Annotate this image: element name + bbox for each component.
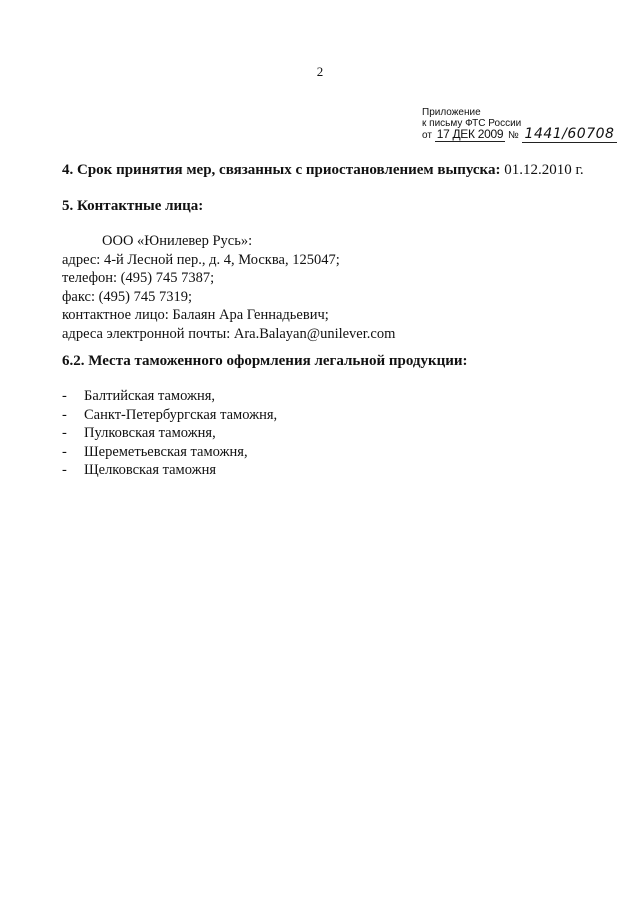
annex-letter-ref: к письму ФТС России [422, 118, 522, 129]
section-4-heading [62, 161, 602, 180]
annex-header [422, 107, 615, 142]
section-5 [62, 197, 602, 216]
handwritten-number: 1441/60708 [522, 126, 618, 143]
list-item [62, 443, 602, 462]
list-item [62, 406, 602, 425]
list-item-text: Пулковская таможня, [84, 425, 216, 441]
contact-details [62, 232, 602, 343]
list-item-text: Шереметьевская таможня, [84, 443, 248, 460]
section-6-2 [62, 352, 602, 371]
annex-number-label: № [508, 130, 519, 141]
list-dash: - [62, 443, 67, 460]
annex-date-number [422, 126, 615, 142]
section-4-label: 4. Срок принятия мер, связанных с приостановлением выпуска: [62, 162, 501, 178]
page-number: 2 [316, 64, 324, 79]
section-6-2-heading: 6.2. Места таможенного оформления легальной продукции: [62, 353, 468, 369]
section-5-heading: 5. Контактные лица: [62, 198, 204, 214]
list-item-text: Щелковская таможня [84, 462, 217, 478]
annex-from-label: от [422, 130, 432, 141]
company-fax: факс: (495) 745 7319; [62, 288, 193, 305]
list-item [62, 461, 602, 480]
list-item [62, 387, 602, 406]
list-dash: - [62, 406, 67, 423]
list-item-text: Балтийская таможня, [84, 388, 216, 404]
annex-title: Приложение [422, 107, 481, 118]
contact-person: контактное лицо: Балаян Ара Геннадьевич; [62, 307, 329, 323]
company-name: ООО «Юнилевер Русь»: [102, 233, 253, 249]
section-4 [62, 161, 602, 180]
date-stamp: 17 ДЕК 2009 [436, 127, 504, 141]
customs-list [62, 387, 602, 480]
list-item [62, 424, 602, 443]
company-phone: телефон: (495) 745 7387; [62, 270, 215, 286]
section-4-date: 01.12.2010 г. [504, 162, 584, 178]
list-item-text: Санкт-Петербургская таможня, [84, 406, 278, 423]
list-dash: - [62, 388, 67, 404]
list-dash: - [62, 462, 67, 478]
contact-email: адреса электронной почты: Ara.Balayan@unilever.com [62, 325, 396, 342]
list-dash: - [62, 425, 67, 441]
company-address: адрес: 4-й Лесной пер., д. 4, Москва, 125047; [62, 251, 340, 268]
